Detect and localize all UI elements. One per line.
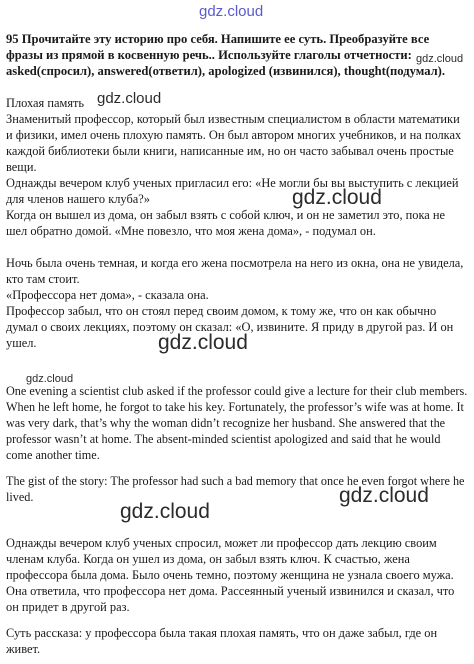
- story-paragraph: «Профессора нет дома», - сказала она.: [6, 288, 209, 302]
- story-paragraph: Профессор забыл, что он стоял перед своим домом, к тому же, что он как обычно думал о своих лекциях, поэтому он сказал: «О, извините. Я приду в другой раз. И он ушел.: [6, 304, 454, 350]
- answer-russian: Однажды вечером клуб ученых спросил, может ли профессор дать лекцию своим членам клуба. Когда он ушел из дома, он забыл взять ключ. К счастью, жена профессора была дома. Было очень темно, поэтому женщина не узнала своего мужа. Она ответила, что профессора нет дома. Рассеянный ученый извинился и сказал, что он придет в другой раз.: [6, 536, 455, 614]
- story-paragraph: Знаменитый профессор, который был известным специалистом в области математики и физики, имел очень плохую память. Он был автором многих учебников, и на полках каждой библиотеки были книги, написанные им, но он часто забывал очень простые вещи.: [6, 112, 462, 174]
- story-paragraph: Ночь была очень темная, и когда его жена посмотрела на него из окна, она не увидела, кто там стоит.: [6, 256, 464, 286]
- story-title: Плохая память: [6, 96, 85, 110]
- watermark: gdz.cloud: [158, 331, 248, 354]
- gist-english: The gist of the story: The professor had such a bad memory that once he even forgot where he lived.: [6, 474, 465, 504]
- story-paragraph: Когда он вышел из дома, он забыл взять с собой ключ, и он не заметил это, пока не шел обратно домой. «Мне повезло, что моя жена дома», - подумал он.: [6, 208, 446, 238]
- watermark: gdz.cloud: [199, 3, 264, 20]
- watermark: gdz.cloud: [120, 500, 210, 523]
- story-paragraph: Однажды вечером клуб ученых пригласил его: «Не могли бы вы выступить с лекцией для членов нашего клуба?»: [6, 176, 459, 206]
- task-heading: 95 Прочитайте эту историю про себя. Напишите ее суть. Преобразуйте все фразы из прямой в косвенную речь.. Используйте глаголы отчетности: asked(спросил), answered(ответил), apologized (извинился), thought(подумал).: [6, 32, 446, 78]
- watermark: gdz.cloud: [416, 53, 464, 65]
- gist-russian: Суть рассказа: у профессора была такая плохая память, что он даже забыл, где он живет.: [6, 626, 438, 656]
- watermark: gdz.cloud: [292, 186, 382, 209]
- watermark: gdz.cloud: [97, 90, 162, 107]
- answer-english: One evening a scientist club asked if the professor could give a lecture for their club members. When he left home, he forgot to take his key. Fortunately, the professor’s wife was at home. It was very dark, that’s why the woman didn’t recognize her husband. She answered that the professor wasn’t at home. The absent-minded scientist apologized and said that he would come another time.: [6, 384, 468, 462]
- watermark: gdz.cloud: [26, 373, 74, 385]
- watermark: gdz.cloud: [339, 484, 429, 507]
